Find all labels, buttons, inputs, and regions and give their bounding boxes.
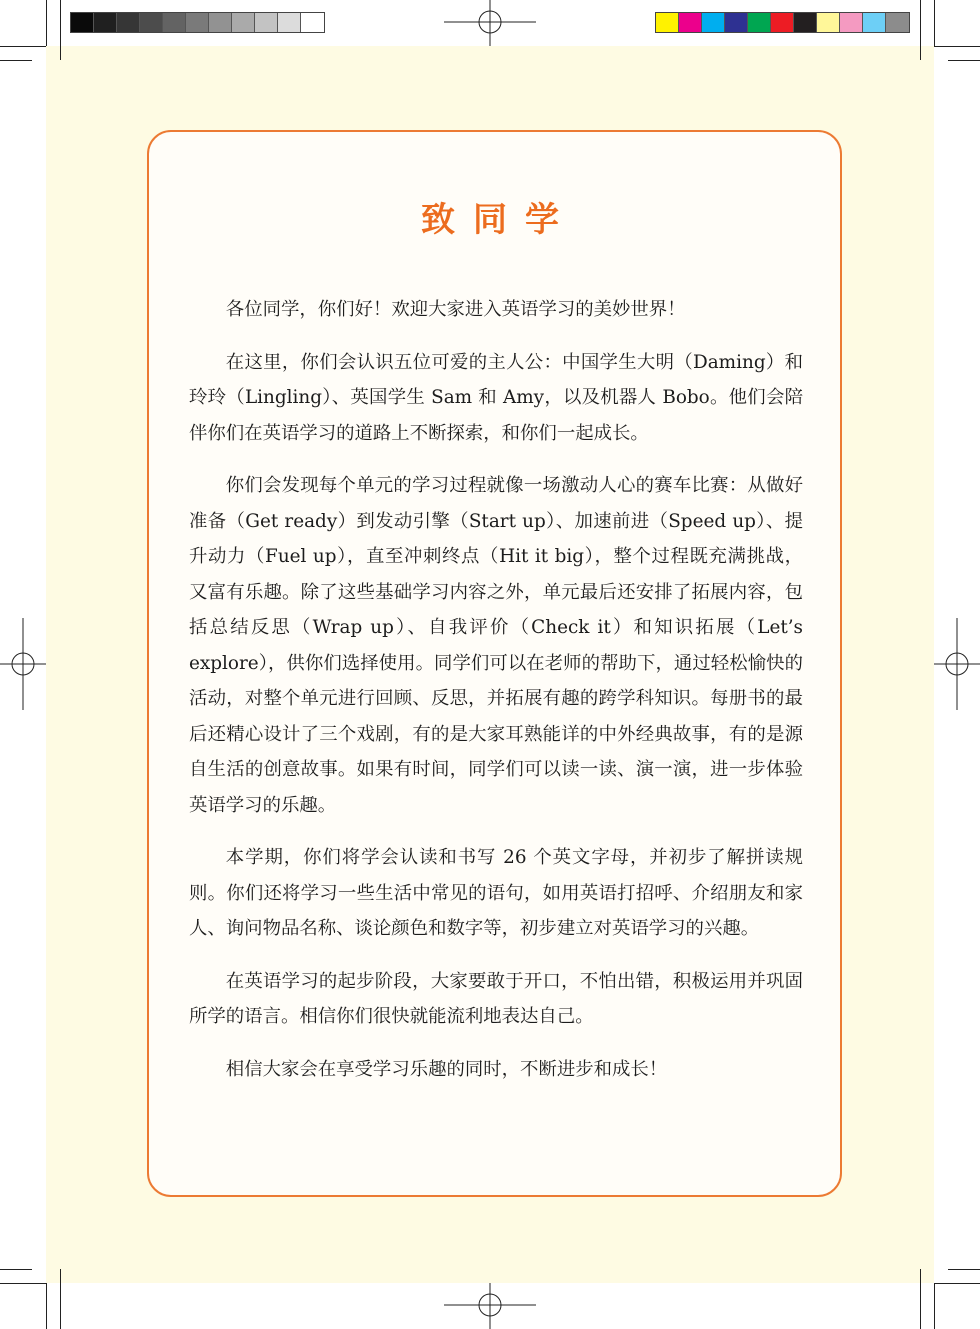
crop-mark: [0, 60, 32, 61]
crop-mark: [948, 60, 980, 61]
color-calibration-bar: [655, 12, 910, 33]
gray-swatch: [140, 13, 163, 32]
registration-mark-right: [934, 618, 980, 710]
crop-mark: [0, 46, 46, 47]
registration-mark-bottom: [444, 1283, 536, 1329]
crop-mark: [948, 1269, 980, 1270]
registration-mark-left: [0, 618, 46, 710]
letter-title: 致同学: [421, 200, 577, 240]
gray-swatch: [117, 13, 140, 32]
gray-swatch: [209, 13, 232, 32]
crop-mark: [920, 1269, 921, 1329]
color-swatch: [679, 13, 702, 32]
color-swatch: [840, 13, 863, 32]
crop-mark: [46, 1283, 47, 1329]
gray-swatch: [278, 13, 301, 32]
crop-mark: [0, 1269, 32, 1270]
crop-mark: [934, 1283, 980, 1284]
color-swatch: [771, 13, 794, 32]
color-swatch: [863, 13, 886, 32]
color-swatch: [748, 13, 771, 32]
color-swatch: [656, 13, 679, 32]
paragraph-greeting: 各位同学，你们好！欢迎大家进入英语学习的美妙世界！: [225, 299, 686, 320]
crop-mark: [934, 46, 980, 47]
gray-swatch: [94, 13, 117, 32]
paragraph-semester-goals: 本学期，你们将学会认读和书写 26 个英文字母，并初步了解拼读规则。你们还将学习一些生活中常见的语句，如用英语打招呼、介绍朋友和家人、询问物品名称、谈论颜色和数字等，初步建立对英语学习的兴趣。: [189, 847, 803, 939]
crop-mark: [60, 1269, 61, 1329]
crop-mark: [60, 0, 61, 60]
crop-mark: [934, 0, 935, 46]
color-swatch: [794, 13, 817, 32]
gray-swatch: [301, 13, 324, 32]
color-swatch: [817, 13, 840, 32]
letter-body: [189, 292, 803, 1104]
gray-swatch: [255, 13, 278, 32]
paragraph-closing: 相信大家会在享受学习乐趣的同时，不断进步和成长！: [225, 1058, 668, 1080]
paragraph-encouragement: 在英语学习的起步阶段，大家要敢于开口，不怕出错，积极运用并巩固所学的语言。相信你们很快就能流利地表达自己。: [189, 970, 803, 1027]
gray-swatch: [232, 13, 255, 32]
paragraph-characters: 在这里，你们会认识五位可爱的主人公：中国学生大明（Daming）和玲玲（Lingling）、英国学生 Sam 和 Amy，以及机器人 Bobo。他们会陪伴你们在英语学习的道路上不断探索，和你们一起成长。: [189, 351, 803, 444]
gray-swatch: [186, 13, 209, 32]
color-swatch: [886, 13, 909, 32]
gray-swatch: [163, 13, 186, 32]
crop-mark: [934, 1283, 935, 1329]
color-swatch: [702, 13, 725, 32]
crop-mark: [920, 0, 921, 60]
grayscale-calibration-bar: [70, 12, 325, 33]
paragraph-unit-structure: 你们会发现每个单元的学习过程就像一场激动人心的赛车比赛：从做好准备（Get ready）到发动引擎（Start up）、加速前进（Speed up）、提升动力（Fuel up），直至冲刺终点（Hit it big），整个过程既充满挑战，又富有乐趣。除了这些基础学习内容之外，单元最后还安排了拓展内容，包括总结反思（Wrap up）、自我评价（Check it）和知识拓展（Let’s explore），供你们选择使用。同学们可以在老师的帮助下，通过轻松愉快的活动，对整个单元进行回顾、反思，并拓展有趣的跨学科知识。每册书的最后还精心设计了三个戏剧，有的是大家耳熟能详的中外经典故事，有的是源自生活的创意故事。如果有时间，同学们可以读一读、演一演，进一步体验英语学习的乐趣。: [189, 475, 803, 816]
crop-mark: [0, 1283, 46, 1284]
color-swatch: [725, 13, 748, 32]
gray-swatch: [71, 13, 94, 32]
crop-mark: [46, 0, 47, 46]
registration-mark-top: [444, 0, 536, 46]
